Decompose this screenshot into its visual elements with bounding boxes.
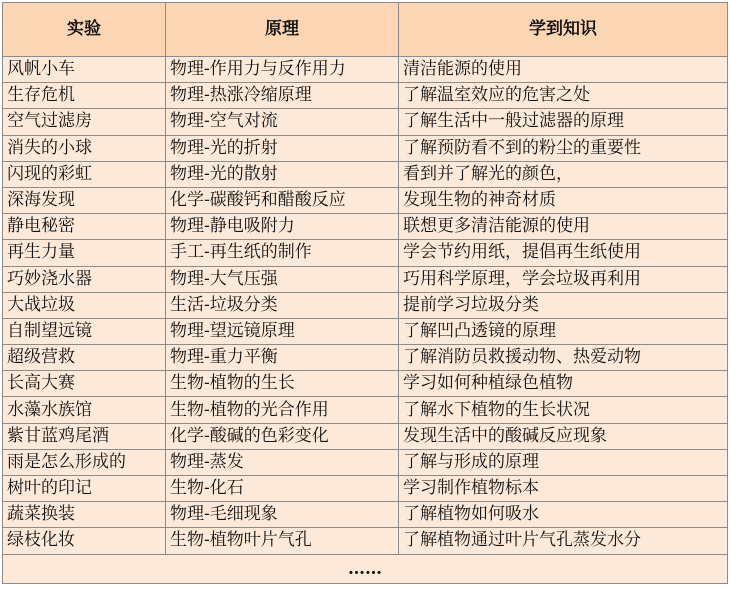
experiment-cell: 风帆小车 bbox=[3, 57, 166, 83]
experiment-cell: 雨是怎么形成的 bbox=[3, 449, 166, 475]
principle-cell: 生物-植物的生长 bbox=[166, 371, 399, 397]
experiment-cell: 大战垃圾 bbox=[3, 292, 166, 318]
principle-cell: 生物-化石 bbox=[166, 476, 399, 502]
table-footer-row bbox=[3, 554, 728, 583]
knowledge-cell: 了解水下植物的生长状况 bbox=[399, 397, 728, 423]
table-row bbox=[3, 476, 728, 502]
table-continuation: …… bbox=[3, 554, 728, 583]
experiment-cell: 树叶的印记 bbox=[3, 476, 166, 502]
experiment-cell: 生存危机 bbox=[3, 83, 166, 109]
table-row bbox=[3, 161, 728, 187]
header-experiment: 实验 bbox=[3, 3, 166, 57]
table-row bbox=[3, 397, 728, 423]
table-row bbox=[3, 187, 728, 213]
knowledge-cell: 提前学习垃圾分类 bbox=[399, 292, 728, 318]
table-row bbox=[3, 109, 728, 135]
table-row bbox=[3, 423, 728, 449]
experiment-cell: 绿枝化妆 bbox=[3, 528, 166, 554]
knowledge-cell: 看到并了解光的颜色， bbox=[399, 161, 728, 187]
knowledge-cell: 巧用科学原理，学会垃圾再利用 bbox=[399, 266, 728, 292]
experiment-cell: 自制望远镜 bbox=[3, 318, 166, 344]
knowledge-cell: 了解与形成的原理 bbox=[399, 449, 728, 475]
table-row bbox=[3, 240, 728, 266]
principle-cell: 化学-酸碱的色彩变化 bbox=[166, 423, 399, 449]
principle-cell: 生物-植物叶片气孔 bbox=[166, 528, 399, 554]
header-knowledge: 学到知识 bbox=[399, 3, 728, 57]
experiment-cell: 消失的小球 bbox=[3, 135, 166, 161]
header-principle: 原理 bbox=[166, 3, 399, 57]
table-row bbox=[3, 345, 728, 371]
principle-cell: 物理-大气压强 bbox=[166, 266, 399, 292]
experiment-cell: 深海发现 bbox=[3, 187, 166, 213]
principle-cell: 物理-望远镜原理 bbox=[166, 318, 399, 344]
principle-cell: 物理-毛细现象 bbox=[166, 502, 399, 528]
table-row bbox=[3, 292, 728, 318]
knowledge-cell: 联想更多清洁能源的使用 bbox=[399, 214, 728, 240]
experiment-cell: 静电秘密 bbox=[3, 214, 166, 240]
table-row bbox=[3, 266, 728, 292]
experiment-cell: 闪现的彩虹 bbox=[3, 161, 166, 187]
table-body bbox=[3, 57, 728, 555]
experiment-cell: 空气过滤房 bbox=[3, 109, 166, 135]
principle-cell: 物理-光的折射 bbox=[166, 135, 399, 161]
knowledge-cell: 发现生活中的酸碱反应现象 bbox=[399, 423, 728, 449]
table-row bbox=[3, 528, 728, 554]
principle-cell: 物理-作用力与反作用力 bbox=[166, 57, 399, 83]
knowledge-cell: 学习制作植物标本 bbox=[399, 476, 728, 502]
principle-cell: 生活-垃圾分类 bbox=[166, 292, 399, 318]
experiment-cell: 超级营救 bbox=[3, 345, 166, 371]
table-row bbox=[3, 83, 728, 109]
table-row bbox=[3, 214, 728, 240]
experiment-cell: 再生力量 bbox=[3, 240, 166, 266]
table-row bbox=[3, 502, 728, 528]
principle-cell: 物理-重力平衡 bbox=[166, 345, 399, 371]
table-row bbox=[3, 135, 728, 161]
table-row bbox=[3, 318, 728, 344]
experiment-cell: 水藻水族馆 bbox=[3, 397, 166, 423]
knowledge-cell: 学习如何种植绿色植物 bbox=[399, 371, 728, 397]
knowledge-cell: 了解预防看不到的粉尘的重要性 bbox=[399, 135, 728, 161]
experiment-cell: 长高大赛 bbox=[3, 371, 166, 397]
knowledge-cell: 了解生活中一般过滤器的原理 bbox=[399, 109, 728, 135]
principle-cell: 物理-蒸发 bbox=[166, 449, 399, 475]
experiment-cell: 紫甘蓝鸡尾酒 bbox=[3, 423, 166, 449]
knowledge-cell: 了解植物通过叶片气孔蒸发水分 bbox=[399, 528, 728, 554]
table-row bbox=[3, 449, 728, 475]
knowledge-cell: 了解温室效应的危害之处 bbox=[399, 83, 728, 109]
principle-cell: 化学-碳酸钙和醋酸反应 bbox=[166, 187, 399, 213]
experiment-cell: 蔬菜换装 bbox=[3, 502, 166, 528]
table-row bbox=[3, 57, 728, 83]
principle-cell: 生物-植物的光合作用 bbox=[166, 397, 399, 423]
principle-cell: 物理-热涨冷缩原理 bbox=[166, 83, 399, 109]
knowledge-cell: 了解植物如何吸水 bbox=[399, 502, 728, 528]
experiment-cell: 巧妙浇水器 bbox=[3, 266, 166, 292]
principle-cell: 物理-空气对流 bbox=[166, 109, 399, 135]
knowledge-cell: 清洁能源的使用 bbox=[399, 57, 728, 83]
knowledge-cell: 了解消防员救援动物、热爱动物 bbox=[399, 345, 728, 371]
knowledge-cell: 发现生物的神奇材质 bbox=[399, 187, 728, 213]
principle-cell: 物理-光的散射 bbox=[166, 161, 399, 187]
table-header-row bbox=[3, 3, 728, 57]
table-row bbox=[3, 371, 728, 397]
knowledge-cell: 了解凹凸透镜的原理 bbox=[399, 318, 728, 344]
principle-cell: 手工-再生纸的制作 bbox=[166, 240, 399, 266]
knowledge-cell: 学会节约用纸，提倡再生纸使用 bbox=[399, 240, 728, 266]
experiment-table bbox=[2, 2, 728, 584]
principle-cell: 物理-静电吸附力 bbox=[166, 214, 399, 240]
